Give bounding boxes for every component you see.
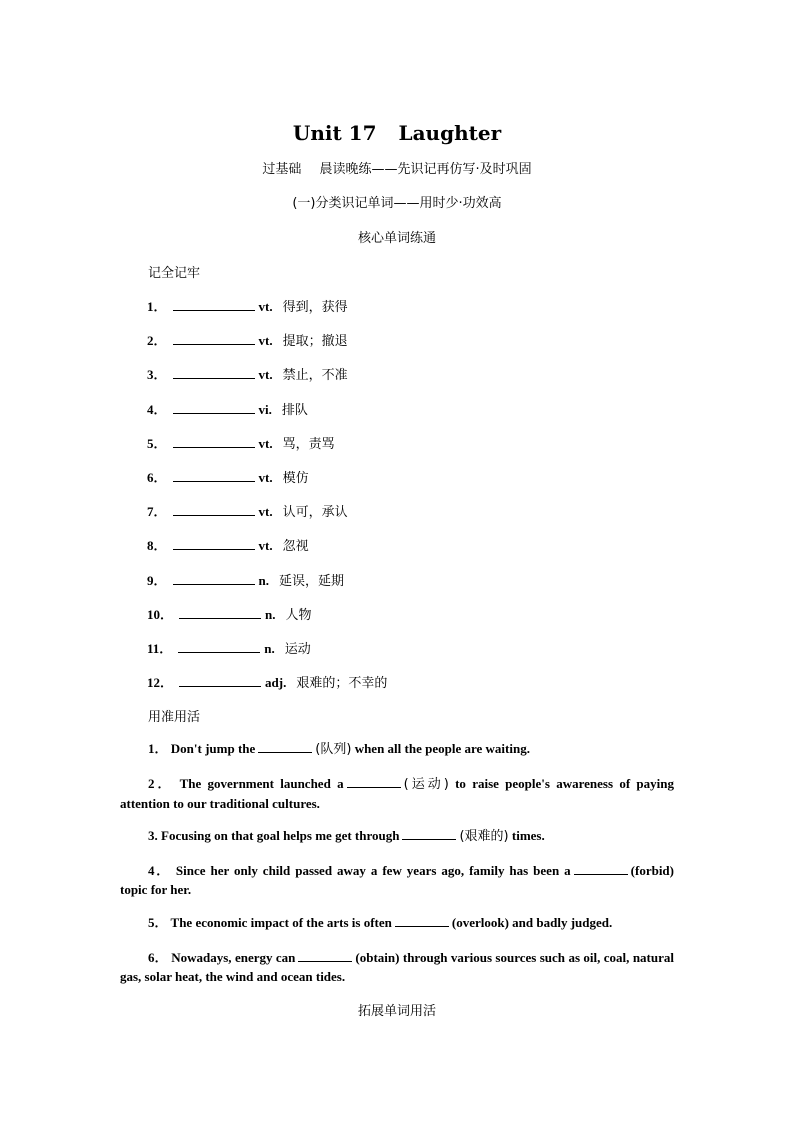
vocab-meaning: 骂，责骂 [282,436,335,452]
vocab-pos: n. [265,606,276,622]
vocab-item [147,638,311,658]
vocab-item [147,364,348,384]
vocab-num: 11． [147,641,173,656]
q-text: to raise people's awareness of paying attention to our traditional cultures. [120,776,674,811]
q-num: 3. [148,828,158,843]
usage-question-6 [120,948,674,986]
answer-blank[interactable] [258,740,312,753]
vocab-pos: vt. [258,538,273,554]
vocab-meaning: 认可，承认 [282,505,348,521]
q-hint: (运动) [403,777,449,792]
vocab-item [147,399,308,419]
vocab-item [147,570,344,590]
vocab-num: 8． [147,538,167,554]
vocab-item [147,433,335,453]
q-num: 5． [148,915,168,930]
vocab-num: 4． [147,401,167,417]
q-hint: (overlook) [451,915,509,930]
vocab-pos: vt. [258,333,273,349]
vocab-pos: n. [264,641,275,656]
vocab-meaning: 模仿 [282,471,309,486]
vocab-meaning: 延误，延期 [279,573,345,589]
usage-question-3 [120,826,674,846]
vocab-meaning: 艰难的；不幸的 [296,676,388,692]
q-text: topic for her. [120,882,192,897]
q-hint: (艰难的) [459,829,509,844]
vocab-answer-blank[interactable] [179,673,261,687]
part-heading: (一)分类识记单词——用时少·功效高 [292,196,502,211]
vocab-num: 7． [147,504,167,520]
q-text: and badly judged. [512,915,613,930]
vocab-pos: vt. [258,504,273,520]
q-text: when all the people are waiting. [354,741,530,756]
vocab-num: 5． [147,435,167,451]
q-num: 2． [148,776,174,791]
vocab-pos: vt. [258,435,273,451]
vocab-num: 1． [147,299,167,314]
vocab-num: 3． [147,367,167,383]
section-extension-heading: 拓展单词用活 [357,1004,436,1019]
answer-blank[interactable] [574,862,628,875]
q-text: The government launched a [179,776,344,791]
vocab-num: 9． [147,572,167,588]
vocab-answer-blank[interactable] [173,297,255,311]
vocab-pos: vt. [258,367,273,383]
vocab-meaning: 运动 [284,642,311,657]
q-text: Nowadays, energy can [171,950,296,965]
vocab-num: 12． [147,675,174,691]
q-text: The economic impact of the arts is often [170,915,392,930]
vocab-item [147,330,348,350]
vocab-meaning: 排队 [281,402,308,418]
q-text: Since her only child passed away a few years ago, family has been a [175,863,571,878]
q-hint: (obtain) [355,950,400,965]
vocab-answer-blank[interactable] [179,605,261,619]
answer-blank[interactable] [298,949,352,962]
vocab-item [147,672,387,692]
q-hint: (forbid) [630,863,674,878]
vocab-pos: vt. [258,299,273,314]
vocab-item [147,501,348,521]
q-text: through various sources such as oil, coal, natural gas, solar heat, the wind and ocean tides. [120,950,674,984]
vocab-num: 10． [147,606,174,622]
unit-title: Laughter [398,121,502,145]
vocab-answer-blank[interactable] [173,365,255,379]
vocab-answer-blank[interactable] [173,571,255,585]
vocab-pos: adj. [265,675,287,691]
vocab-item [147,604,312,624]
vocab-pos: vi. [258,401,272,417]
answer-blank[interactable] [395,914,449,927]
vocab-pos: n. [258,572,269,588]
q-hint: (队列) [315,742,352,757]
vocab-item [147,467,309,487]
vocab-pos: vt. [258,470,273,485]
vocab-num: 2． [147,333,167,349]
q-text: Focusing on that goal helps me get through [161,828,400,843]
vocab-answer-blank[interactable] [173,468,255,482]
subtitle-right: 晨读晚练——先识记再仿写·及时巩固 [319,162,532,177]
usage-question-5 [120,913,674,932]
memorize-heading: 记全记牢 [148,266,201,281]
subtitle-left: 过基础 [262,162,302,177]
usage-question-4 [120,861,674,899]
answer-blank[interactable] [402,827,456,840]
answer-blank[interactable] [347,775,401,788]
vocab-answer-blank[interactable] [178,639,260,653]
q-num: 4． [148,863,171,878]
vocab-meaning: 人物 [285,607,312,623]
vocab-answer-blank[interactable] [173,502,255,516]
vocab-meaning: 得到，获得 [282,300,348,315]
vocab-item [147,296,348,316]
q-num: 6． [148,950,168,965]
vocab-answer-blank[interactable] [173,400,255,414]
vocab-num: 6． [147,470,167,485]
vocab-meaning: 提取；撤退 [282,334,348,350]
vocab-meaning: 忽视 [282,539,309,555]
q-text: Don't jump the [170,741,256,756]
subtitle-line [0,158,794,177]
usage-heading: 用准用活 [148,710,201,725]
vocab-item [147,535,309,555]
vocab-answer-blank[interactable] [173,434,255,448]
usage-question-1 [120,739,674,759]
unit-label: Unit 17 [292,121,377,145]
vocab-answer-blank[interactable] [173,536,255,550]
vocab-meaning: 禁止，不准 [282,368,348,384]
vocab-answer-blank[interactable] [173,331,255,345]
usage-question-2 [120,774,674,813]
section-core-heading: 核心单词练通 [357,231,436,246]
page-title [0,121,794,145]
q-num: 1． [148,741,168,756]
q-text: times. [511,828,545,843]
